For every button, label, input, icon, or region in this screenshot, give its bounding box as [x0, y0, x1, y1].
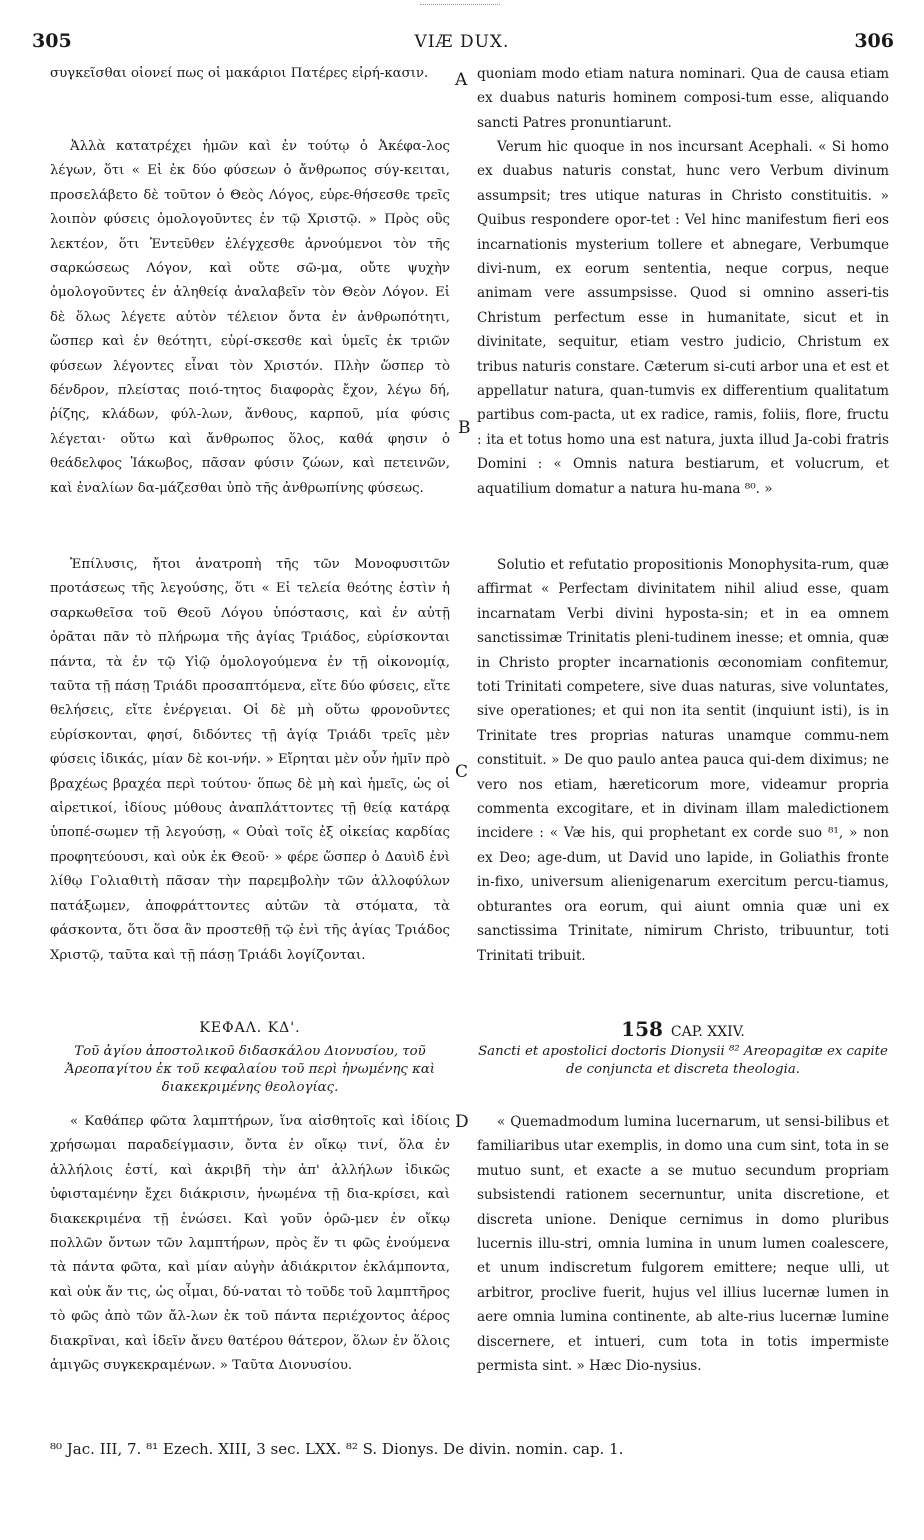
- page-number-left: 305: [32, 30, 72, 52]
- greek-paragraph-2: Ἀλλὰ κατατρέχει ἡμῶν καὶ ἐν τούτῳ ὁ Ἀκέφα-λος λέγων, ὅτι « Εἰ ἐκ δύο φύσεων ὁ ἄνθρωπος σύγ-κειται, προσελάβετο δὲ τοῦτον ὁ Θεὸς Λόγος, εὑρε-θήσεσθε τρεῖς λοιπὸν φύσεις ὁμολογοῦντες ἐν τῷ Χριστῷ. » Πρὸς οὓς λεκτέον, ὅτι Ἐντεῦθεν ἐλέγχεσθε ἀρνούμενοι τὸν τῆς σαρκώσεως Λόγον, καὶ οὔτε σῶ-μα, οὔτε ψυχὴν ὁμολογοῦντες ἐν ἀληθείᾳ ἀναλαβεῖν τὸν Θεὸν Λόγον. Εἰ δὲ ὅλως λέγετε αὐτὸν τέλειον ὄντα ἐν ἀνθρωπότητι, ὥσπερ καὶ ἐν θεότητι, εὑρί-σκεσθε καὶ ὑμεῖς ἐκ τριῶν φύσεων λέγοντες εἶναι τὸν Χριστόν. Πλὴν ὥσπερ τὸ δένδρον, πλείστας ποιό-τητος διαφορὰς ἔχον, λέγω δή, ῥίζης, κλάδων, φύλ-λων, ἄνθους, καρποῦ, μία φύσις λέγεται· οὕτω καὶ ἄνθρωπος ὅλος, καθά φησιν ὁ θεάδελφος Ἰάκωβος, πᾶσαν φύσιν ζώων, καὶ πετεινῶν, καὶ ἐναλίων δα-μάζεσθαι ὑπὸ τῆς ἀνθρωπίνης φύσεως.: [50, 139, 450, 496]
- running-title: VIÆ DUX.: [414, 32, 510, 52]
- latin-paragraph-4: « Quemadmodum lumina lucernarum, ut sensi-bilibus et familiaribus utar exemplis, in domo una cum sint, tota in se mutuo sunt, et exacte a se mutuo secundum propriam subsistendi rationem secernuntur, unita discretione, et discreta unione. Denique cernimus in domo pluribus lucernis illu-stri, omnia lumina in unum lumen coalescere, et unum indiscretum fulgorem emittere; neque ulli, ut arbitror, proclive fuerit, hujus vel illius lucernæ lumen in aere omnia lumina continente, ab alte-rius lucernæ lumine discernere, et intueri, cum tota in totis impermiste permista sint. » Hæc Dio-nysius.: [477, 1114, 889, 1375]
- top-mark: [420, 4, 500, 7]
- latin-paragraph-3: Solutio et refutatio propositionis Monophysita-rum, quæ affirmat « Perfectam divinitatem nihil aliud esse, quam incarnatam Verbi divini hyposta-sin; et in ea omnem sanctissimæ Trinitatis pleni-tudinem inesse; et omnia, quæ in Christo propter incarnationis œconomiam confitemur, toti Trinitati competere, sive duas naturas, sive voluntates, sive operationes; et qui non ita sentit (inquiunt isti), is in Trinitate tres proprias naturas unamque commu-nem constituit. » De quo paulo antea pauca qui-dem diximus; ne vero nos etiam, hæreticorum more, videamur propria commenta excogitare, et in divinam illam maledictionem incidere : « Væ his, qui prophetant ex corde suo ⁸¹, » non ex Deo; age-dum, ut David uno lapide, in Goliathis fronte in-fixo, universum alienigenarum exercitum percu-tiamus, obturantes ora eorum, qui aiunt omnia quæ uni ex sanctissima Trinitate, nimirum Christo, tribuuntur, toti Trinitati tribuit.: [477, 557, 889, 964]
- page-number-right: 306: [854, 30, 894, 52]
- latin-chapter-label: CAP. XXIV.: [670, 1024, 745, 1040]
- latin-chapter-heading: [477, 1017, 889, 1041]
- greek-chapter-heading: ΚΕΦΑΛ. ΚΔ'.: [199, 1020, 301, 1036]
- latin-paragraph-1: quoniam modo etiam natura nominari. Qua de causa etiam ex duabus naturis hominem composi-tum esse, aliquando sancti Patres pronuntiarunt.: [477, 66, 889, 131]
- margin-letter-d: D: [455, 1112, 469, 1132]
- greek-paragraph-3: Ἐπίλυσις, ἤτοι ἀνατροπὴ τῆς τῶν Μονοφυσιτῶν προτάσεως τῆς λεγούσης, ὅτι « Εἰ τελεία θεότης ἐστὶν ἡ σαρκωθεῖσα τοῦ Θεοῦ Λόγου ὑπόστασις, καὶ ἐν αὐτῇ ὁρᾶται πᾶν τὸ πλήρωμα τῆς ἁγίας Τριάδος, εὑρίσκονται πάντα, τὰ ἐν τῷ Υἱῷ ὁμολογούμενα ἐν τῇ οἰκονομίᾳ, ταῦτα τῇ πάσῃ Τριάδι προσαπτόμενα, εἴτε δύο φύσεις, εἴτε θελήσεις, εἴτε ἐνέργειαι. Οἱ δὲ μὴ οὕτω φρονοῦντες εὑρίσκονται, φησί, διδόντες τῇ ἁγίᾳ Τριάδι τρεῖς μὲν φύσεις ἰδικάς, μίαν δὲ κοι-νήν. » Εἴρηται μὲν οὖν ἡμῖν πρὸ βραχέως βραχέα περὶ τούτου· ὅπως δὲ μὴ καὶ ἡμεῖς, ὡς οἱ αἱρετικοί, ἰδίους μύθους ἀναπλάττοντες τῇ θείᾳ κατάρᾳ ὑποπέ-σωμεν τῇ λεγούσῃ, « Οὐαὶ τοῖς ἐξ οἰκείας καρδίας προφητεύουσι, καὶ οὐκ ἐκ Θεοῦ· » φέρε ὥσπερ ὁ Δαυὶδ ἑνὶ λίθῳ Γολιαθιτὴ πᾶσαν τὴν παρεμβολὴν τῶν ἀλλοφύλων πατάξωμεν, ἀποφράττοντες αὐτῶν τὰ στόματα, τὰ φάσκοντα, ὅτι ὅσα ἂν προστεθῇ τῷ ἑνὶ τῆς ἁγίας Τριάδος Χριστῷ, ταῦτα καὶ τῇ πάσῃ Τριάδι λογίζονται.: [50, 557, 450, 963]
- margin-letter-b: B: [458, 418, 471, 438]
- chapter-number: 158: [621, 1017, 663, 1041]
- greek-paragraph-1: συγκεῖσθαι οἱονεί πως οἱ μακάριοι Πατέρες εἰρή-κασιν.: [50, 66, 429, 81]
- footnotes: ⁸⁰ Jac. III, 7. ⁸¹ Ezech. XIII, 3 sec. LXX. ⁸² S. Dionys. De divin. nomin. cap. 1.: [50, 1440, 624, 1458]
- greek-paragraph-4: « Καθάπερ φῶτα λαμπτήρων, ἵνα αἰσθητοῖς καὶ ἰδίοις χρήσωμαι παραδείγμασιν, ὄντα ἐν οἴκῳ τινί, ὅλα ἐν ἀλλήλοις ἐστί, καὶ ἀκριβῆ τὴν ἀπ' ἀλλήλων ἰδικῶς ὑφισταμένην ἔχει διάκρισιν, ἡνωμένα τῇ δια-κρίσει, καὶ διακεκριμένα τῇ ἑνώσει. Καὶ γοῦν ὁρῶ-μεν ἐν οἴκῳ πολλῶν ὄντων τῶν λαμπτήρων, πρὸς ἕν τι φῶς ἑνούμενα τὰ πάντα φῶτα, καὶ μίαν αὐγὴν ἀδιάκριτον ἐκλάμποντα, καὶ οὐκ ἄν τις, ὡς οἶμαι, δύ-ναται τὸ τοῦδε τοῦ λαμπτῆρος τὸ φῶς ἀπὸ τῶν ἄλ-λων ἐκ τοῦ πάντα περιέχοντος ἀέρος διακρῖναι, καὶ ἰδεῖν ἄνευ θατέρου θάτερον, ὅλων ἐν ὅλοις ἀμιγῶς συγκεκραμένων. » Ταῦτα Διονυσίου.: [50, 1114, 450, 1374]
- margin-letter-c: C: [455, 762, 469, 782]
- greek-chapter-subtitle: Τοῦ ἁγίου ἀποστολικοῦ διδασκάλου Διονυσίου, τοῦ Ἀρεοπαγίτου ἐκ τοῦ κεφαλαίου τοῦ περὶ ἡνωμένης καὶ διακεκριμένης θεολογίας.: [64, 1044, 436, 1095]
- latin-chapter-subtitle: Sancti et apostolici doctoris Dionysii ⁸² Areopagitæ ex capite de conjuncta et discreta theologia.: [478, 1044, 888, 1077]
- latin-paragraph-2: Verum hic quoque in nos incursant Acephali. « Si homo ex duabus naturis constat, hunc vero Verbum divinum assumpsit; tres utique naturas in Christo constituitis. » Quibus respondere opor-tet : Vel hinc manifestum fieri eos incarnationis mysterium tollere et abnegare, Verbumque divi-num, ex eorum sententia, neque corpus, neque animam vere assumpsisse. Quod si omnino asseri-tis Christum perfectum esse in humanitate, sicut et in divinitate, sequitur, etiam vestro judicio, Christum ex tribus naturis constare. Cæterum si-cuti arbor una et est et appellatur natura, quan-tumvis ex differentium qualitatum partibus com-pacta, ut ex radice, ramis, foliis, flore, fructu : ita et totus homo una est natura, juxta illud Ja-cobi fratris Domini : « Omnis natura bestiarum, et volucrum, et aquatilium domatur a natura hu-mana ⁸⁰. »: [477, 139, 889, 497]
- margin-letter-a: A: [455, 70, 468, 90]
